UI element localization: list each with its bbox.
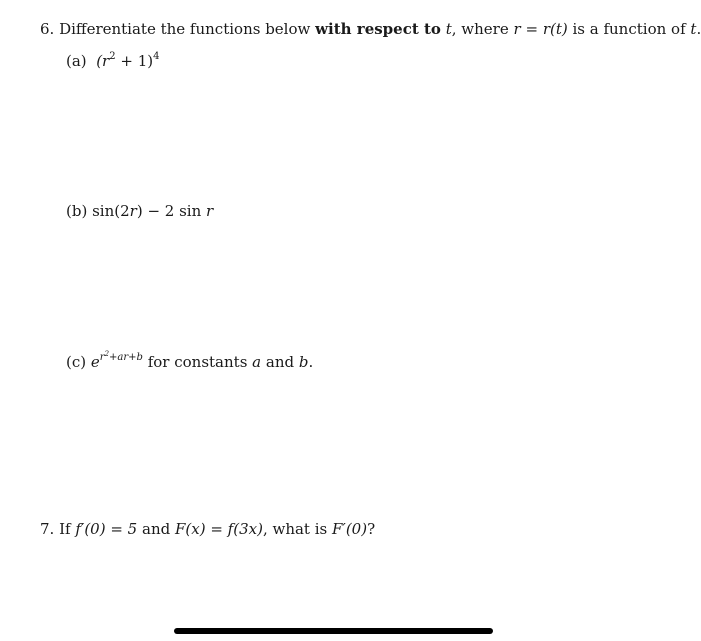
math-variable-b: b	[298, 353, 309, 371]
math-exponent-2: 2	[104, 350, 110, 358]
question-6	[40, 19, 701, 39]
bold-phrase: with respect to	[315, 20, 441, 38]
text-what: , what is	[262, 520, 328, 538]
part-label: (c)	[66, 353, 87, 371]
math-expression-rt: r(t)	[542, 20, 568, 38]
math-expression-base: (r	[96, 52, 110, 70]
math-expression-mid: + 1)	[115, 52, 154, 70]
math-variable-r2: r	[206, 202, 214, 220]
math-base-e: e	[90, 353, 100, 371]
period: .	[308, 353, 314, 371]
period: .	[696, 20, 701, 38]
math-variable-t2: t	[690, 20, 697, 38]
math-equals: =	[525, 20, 539, 38]
math-exponent-rest: +ar+b	[109, 352, 143, 363]
text-and: and	[265, 353, 295, 371]
math-expression-1: f′(0) = 5	[75, 520, 138, 538]
question-text: Differentiate the functions below	[59, 20, 311, 38]
question-number: 7.	[40, 520, 55, 538]
question-number: 6.	[40, 20, 55, 38]
question-mark: ?	[367, 520, 376, 538]
math-exponent	[100, 352, 143, 363]
math-exponent-4: 4	[153, 51, 160, 62]
math-exponent-r: r	[99, 352, 105, 363]
part-label: (a)	[66, 52, 87, 70]
text-and: and	[142, 520, 171, 538]
question-text-fn: is a function of	[572, 20, 686, 38]
math-expression-2: F(x) = f(3x)	[175, 520, 263, 538]
math-variable-a: a	[252, 353, 262, 371]
text-for: for constants	[147, 353, 248, 371]
math-expression-3: F′(0)	[332, 520, 368, 538]
math-expression-2: ) − 2 sin	[136, 202, 202, 220]
part-c	[66, 352, 313, 372]
text-if: If	[59, 520, 71, 538]
question-text-where: , where	[451, 20, 509, 38]
math-variable-r: r	[513, 20, 521, 38]
part-label: (b)	[66, 202, 88, 220]
part-a	[66, 51, 159, 71]
home-indicator-bar[interactable]	[174, 628, 493, 634]
math-exponent-2: 2	[109, 51, 116, 62]
math-expression-1: sin(2	[92, 202, 130, 220]
math-variable-t: t	[445, 20, 452, 38]
question-7	[40, 519, 375, 539]
math-variable-r: r	[129, 202, 137, 220]
part-b	[66, 201, 213, 221]
